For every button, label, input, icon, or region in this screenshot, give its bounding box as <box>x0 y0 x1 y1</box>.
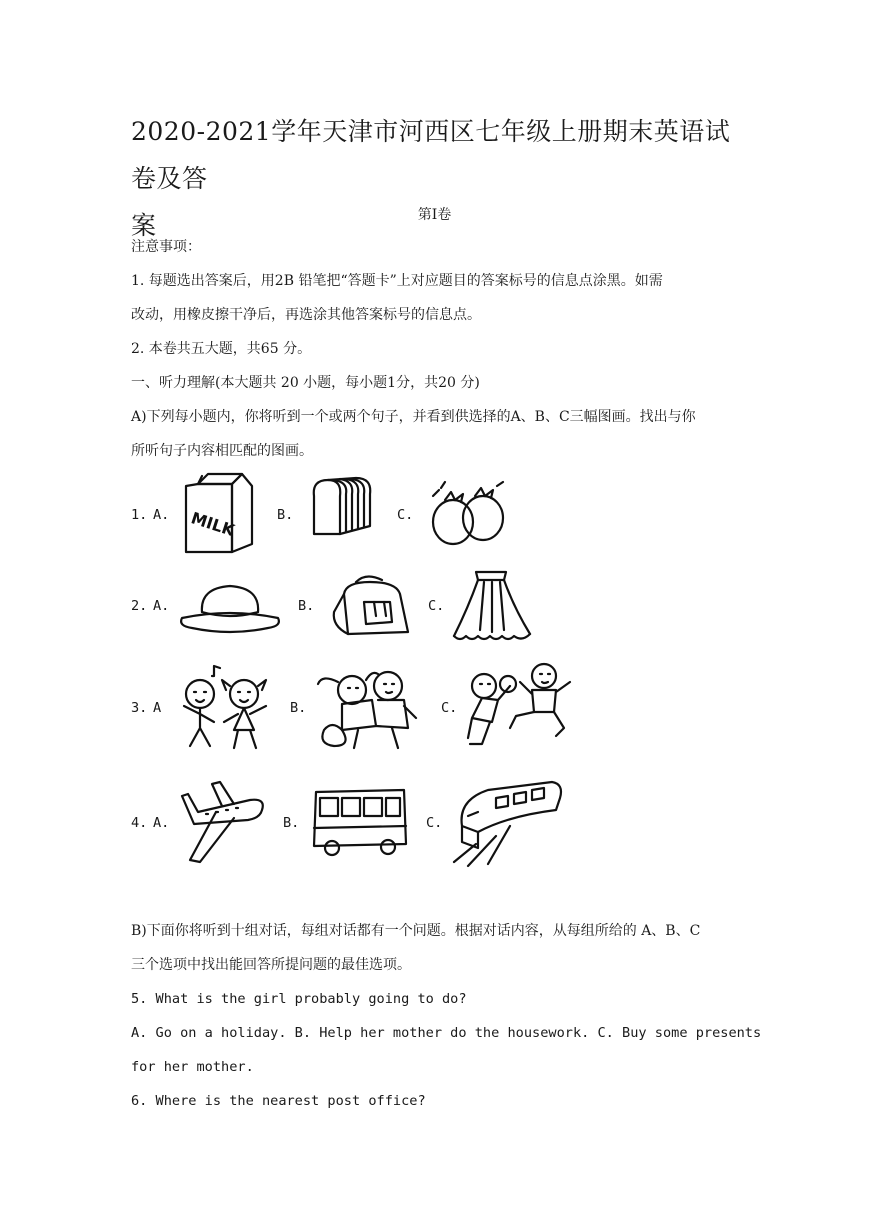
question-number: 2. <box>131 598 148 614</box>
hat-image <box>178 578 282 636</box>
volume-subtitle: 第I卷 <box>417 207 452 223</box>
plane-image <box>176 776 268 864</box>
bread-image <box>306 474 378 540</box>
option-c-label: C. <box>426 815 443 831</box>
bus-image <box>308 784 412 858</box>
question-5: 5. What is the girl probably going to do? <box>131 991 467 1007</box>
option-b-label: B. <box>298 598 315 614</box>
option-a-label: A. <box>153 507 170 523</box>
option-c-label: C. <box>441 700 458 716</box>
question-5-options-line-1: A. Go on a holiday. B. Help her mother do the housework. C. Buy some presents <box>131 1025 762 1041</box>
part-b-instructions-line-2: 三个选项中找出能回答所提问题的最佳选项。 <box>131 957 411 973</box>
question-number: 4. <box>131 815 148 831</box>
backpack-image <box>326 572 416 640</box>
option-b-label: B. <box>277 507 294 523</box>
option-a-label: A. <box>153 815 170 831</box>
option-b-label: B. <box>290 700 307 716</box>
part-a-instructions-line-1: A)下列每小题内，你将听到一个或两个句子，并看到供选择的A、B、C三幅图画。找出与你 <box>131 409 696 425</box>
question-6: 6. Where is the nearest post office? <box>131 1093 426 1109</box>
skirt-image <box>450 568 534 644</box>
milk-label <box>189 508 238 540</box>
option-b-label: B. <box>283 815 300 831</box>
tomatoes-image <box>425 480 509 552</box>
option-a-label: A. <box>153 598 170 614</box>
notes-heading: 注意事项： <box>131 239 201 255</box>
document-title <box>131 108 751 249</box>
kids-dancing-image <box>462 656 574 752</box>
option-c-label: C. <box>428 598 445 614</box>
question-5-options-line-2: for her mother. <box>131 1059 254 1075</box>
question-number: 3. <box>131 700 148 716</box>
train-image <box>448 776 568 868</box>
title-line-1: 2020-2021学年天津市河西区七年级上册期末英语试卷及答 <box>131 117 731 193</box>
kids-playing-image <box>312 660 422 752</box>
option-a-label: A <box>153 700 162 716</box>
svg-text:MILK: MILK <box>188 508 237 540</box>
note-1-line-2: 改动，用橡皮擦干净后，再选涂其他答案标号的信息点。 <box>131 307 481 323</box>
part-a-instructions-line-2: 所听句子内容相匹配的图画。 <box>131 443 313 459</box>
milk-carton-image <box>180 472 260 554</box>
note-1-line-1: 1. 每题选出答案后，用2B 铅笔把“答题卡”上对应题目的答案标号的信息点涂黑。如需 <box>131 273 663 289</box>
section-1-heading: 一、听力理解(本大题共 20 小题，每小题1分，共20 分) <box>131 375 480 391</box>
part-b-instructions-line-1: B)下面你将听到十组对话，每组对话都有一个问题。根据对话内容，从每组所给的 A、B、C <box>131 923 701 939</box>
singing-kids-image <box>172 662 280 752</box>
option-c-label: C. <box>397 507 414 523</box>
question-number: 1. <box>131 507 148 523</box>
title-line-2: 案 <box>131 211 157 240</box>
note-2: 2. 本卷共五大题，共65 分。 <box>131 341 312 357</box>
